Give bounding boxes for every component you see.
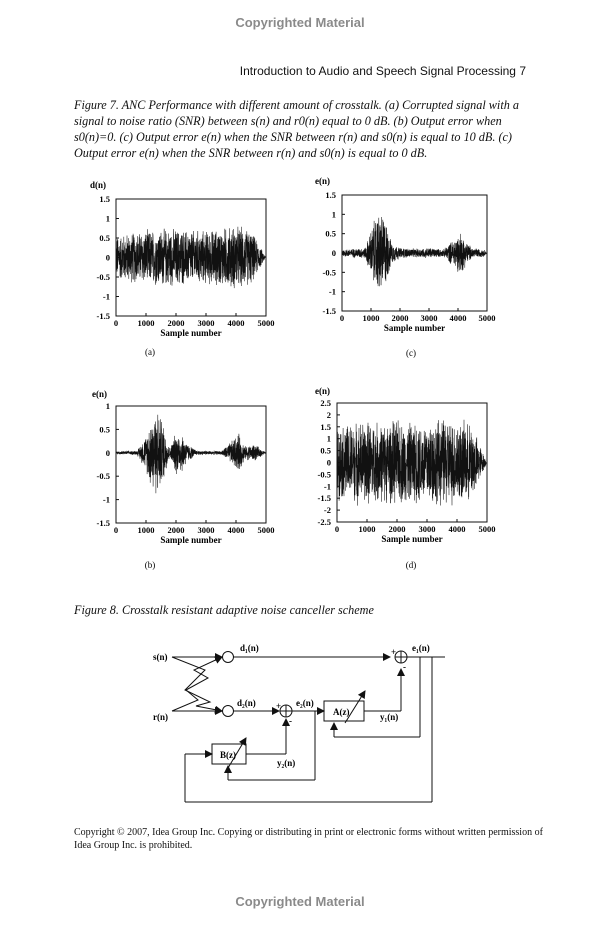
watermark-bottom: Copyrighted Material	[235, 894, 365, 909]
label-d2: d₂(n)	[237, 698, 256, 708]
ytick-label: 1	[331, 209, 336, 220]
ytick-label: 1	[105, 213, 110, 224]
xtick-label: 2000	[167, 525, 185, 535]
ytick-label: -1	[102, 494, 110, 505]
summer-d1	[223, 652, 234, 663]
ytick-label: -1	[323, 481, 331, 492]
summer-d2	[223, 706, 234, 717]
sublabel-a: (a)	[145, 347, 155, 357]
ytick-label: -0.5	[96, 471, 110, 482]
xtick-label: 3000	[197, 525, 215, 535]
ytick-label: 0.5	[99, 233, 110, 243]
label-s: s(n)	[153, 652, 168, 662]
xtick-label: 3000	[420, 313, 438, 323]
xtick-label: 1000	[358, 524, 376, 534]
ytick-label: 1	[105, 401, 110, 411]
xtick-label: 4000	[448, 524, 466, 534]
xtick-label: 2000	[167, 318, 185, 328]
ytick-label: 1.5	[325, 190, 336, 200]
label-filter-b: B(z)	[220, 750, 236, 760]
ytick-label: 2	[326, 409, 331, 420]
xtick-label: 2000	[388, 524, 406, 534]
xtick-label: 5000	[257, 525, 275, 535]
ytick-label: 1	[326, 433, 331, 444]
ylabel-d: e(n)	[315, 386, 330, 396]
xlabel-a: Sample number	[160, 328, 222, 338]
running-head: Introduction to Audio and Speech Signal Processing 7	[239, 64, 526, 78]
xtick-label: 5000	[257, 318, 275, 328]
ytick-label: 2.5	[320, 398, 331, 408]
xtick-label: 1000	[137, 525, 155, 535]
label-r: r(n)	[153, 712, 168, 722]
xtick-label: 1000	[137, 318, 155, 328]
xtick-label: 0	[339, 313, 345, 323]
sublabel-c: (c)	[406, 348, 416, 358]
xtick-label: 4000	[227, 318, 245, 328]
label-e2: e₂(n)	[296, 698, 314, 708]
sign-e2-minus: -	[289, 716, 292, 726]
label-filter-a: A(z)	[333, 707, 350, 717]
ytick-label: 0.5	[320, 445, 331, 456]
ylabel-a: d(n)	[90, 180, 107, 190]
xlabel-c: Sample number	[383, 323, 446, 333]
ytick-label: 0	[331, 248, 336, 258]
ytick-label: 1.5	[320, 421, 331, 432]
ylabel-b: e(n)	[92, 389, 107, 399]
sublabel-b: (b)	[144, 560, 156, 570]
figure7-caption: Figure 7. ANC Performance with different amount of crosstalk. (a) Corrupted signal with a signal to noise ratio (SNR) between s(n) and r0(n) equal to 0 dB. (b) Output error when s0(n)=0. (c) Output error e(n) when the SNR between r(n) and s0(n) is equal to 10 dB. (c) Output error e(n) when the SNR between r(n) and s0(n) is equal to 0 dB.	[74, 98, 519, 160]
ytick-label: -2.5	[317, 517, 331, 527]
ytick-label: 0	[326, 457, 331, 468]
ylabel-c: e(n)	[315, 176, 330, 186]
xtick-label: 1000	[362, 313, 380, 323]
sublabel-d: (d)	[405, 560, 417, 570]
xtick-label: 4000	[449, 313, 467, 323]
label-y2: y₂(n)	[277, 758, 296, 768]
xlabel-d: Sample number	[381, 534, 443, 544]
ytick-label: -0.5	[322, 267, 336, 278]
ytick-label: -1	[102, 291, 110, 302]
ytick-label: -1.5	[317, 493, 331, 504]
ytick-label: 0	[105, 447, 110, 458]
xtick-label: 0	[113, 525, 119, 535]
ytick-label: 1.5	[99, 194, 110, 204]
ytick-label: -0.5	[96, 272, 110, 282]
ytick-label: -2	[323, 505, 331, 516]
ytick-label: -1	[328, 286, 336, 297]
xtick-label: 3000	[197, 318, 215, 328]
label-y1: y₁(n)	[380, 712, 399, 722]
figure8-caption: Figure 8. Crosstalk resistant adaptive noise canceller scheme	[74, 603, 374, 617]
ytick-label: -1.5	[96, 311, 110, 321]
xtick-label: 4000	[227, 525, 245, 535]
ytick-label: -0.5	[317, 469, 331, 480]
xtick-label: 5000	[478, 313, 496, 323]
copyright-notice: Copyright © 2007, Idea Group Inc. Copying or distributing in print or electronic forms without written permission of Idea Group Inc. is prohibited.	[74, 827, 543, 851]
label-d1: d₁(n)	[240, 643, 259, 653]
ytick-label: 0	[105, 252, 110, 263]
xtick-label: 3000	[418, 524, 436, 534]
ytick-label: -1.5	[322, 306, 336, 316]
ytick-label: -1.5	[96, 518, 110, 528]
xtick-label: 0	[113, 318, 119, 328]
sign-e1-plus: +	[391, 647, 397, 657]
xtick-label: 2000	[391, 313, 409, 323]
ytick-label: 0.5	[325, 228, 336, 239]
xlabel-b: Sample number	[160, 535, 222, 545]
ytick-label: 0.5	[99, 424, 110, 435]
sign-e1-minus: -	[403, 662, 406, 672]
xtick-label: 5000	[478, 524, 496, 534]
label-e1: e₁(n)	[412, 643, 430, 653]
xtick-label: 0	[334, 524, 340, 534]
watermark-top: Copyrighted Material	[235, 15, 365, 30]
sign-e2-plus: +	[276, 701, 282, 711]
